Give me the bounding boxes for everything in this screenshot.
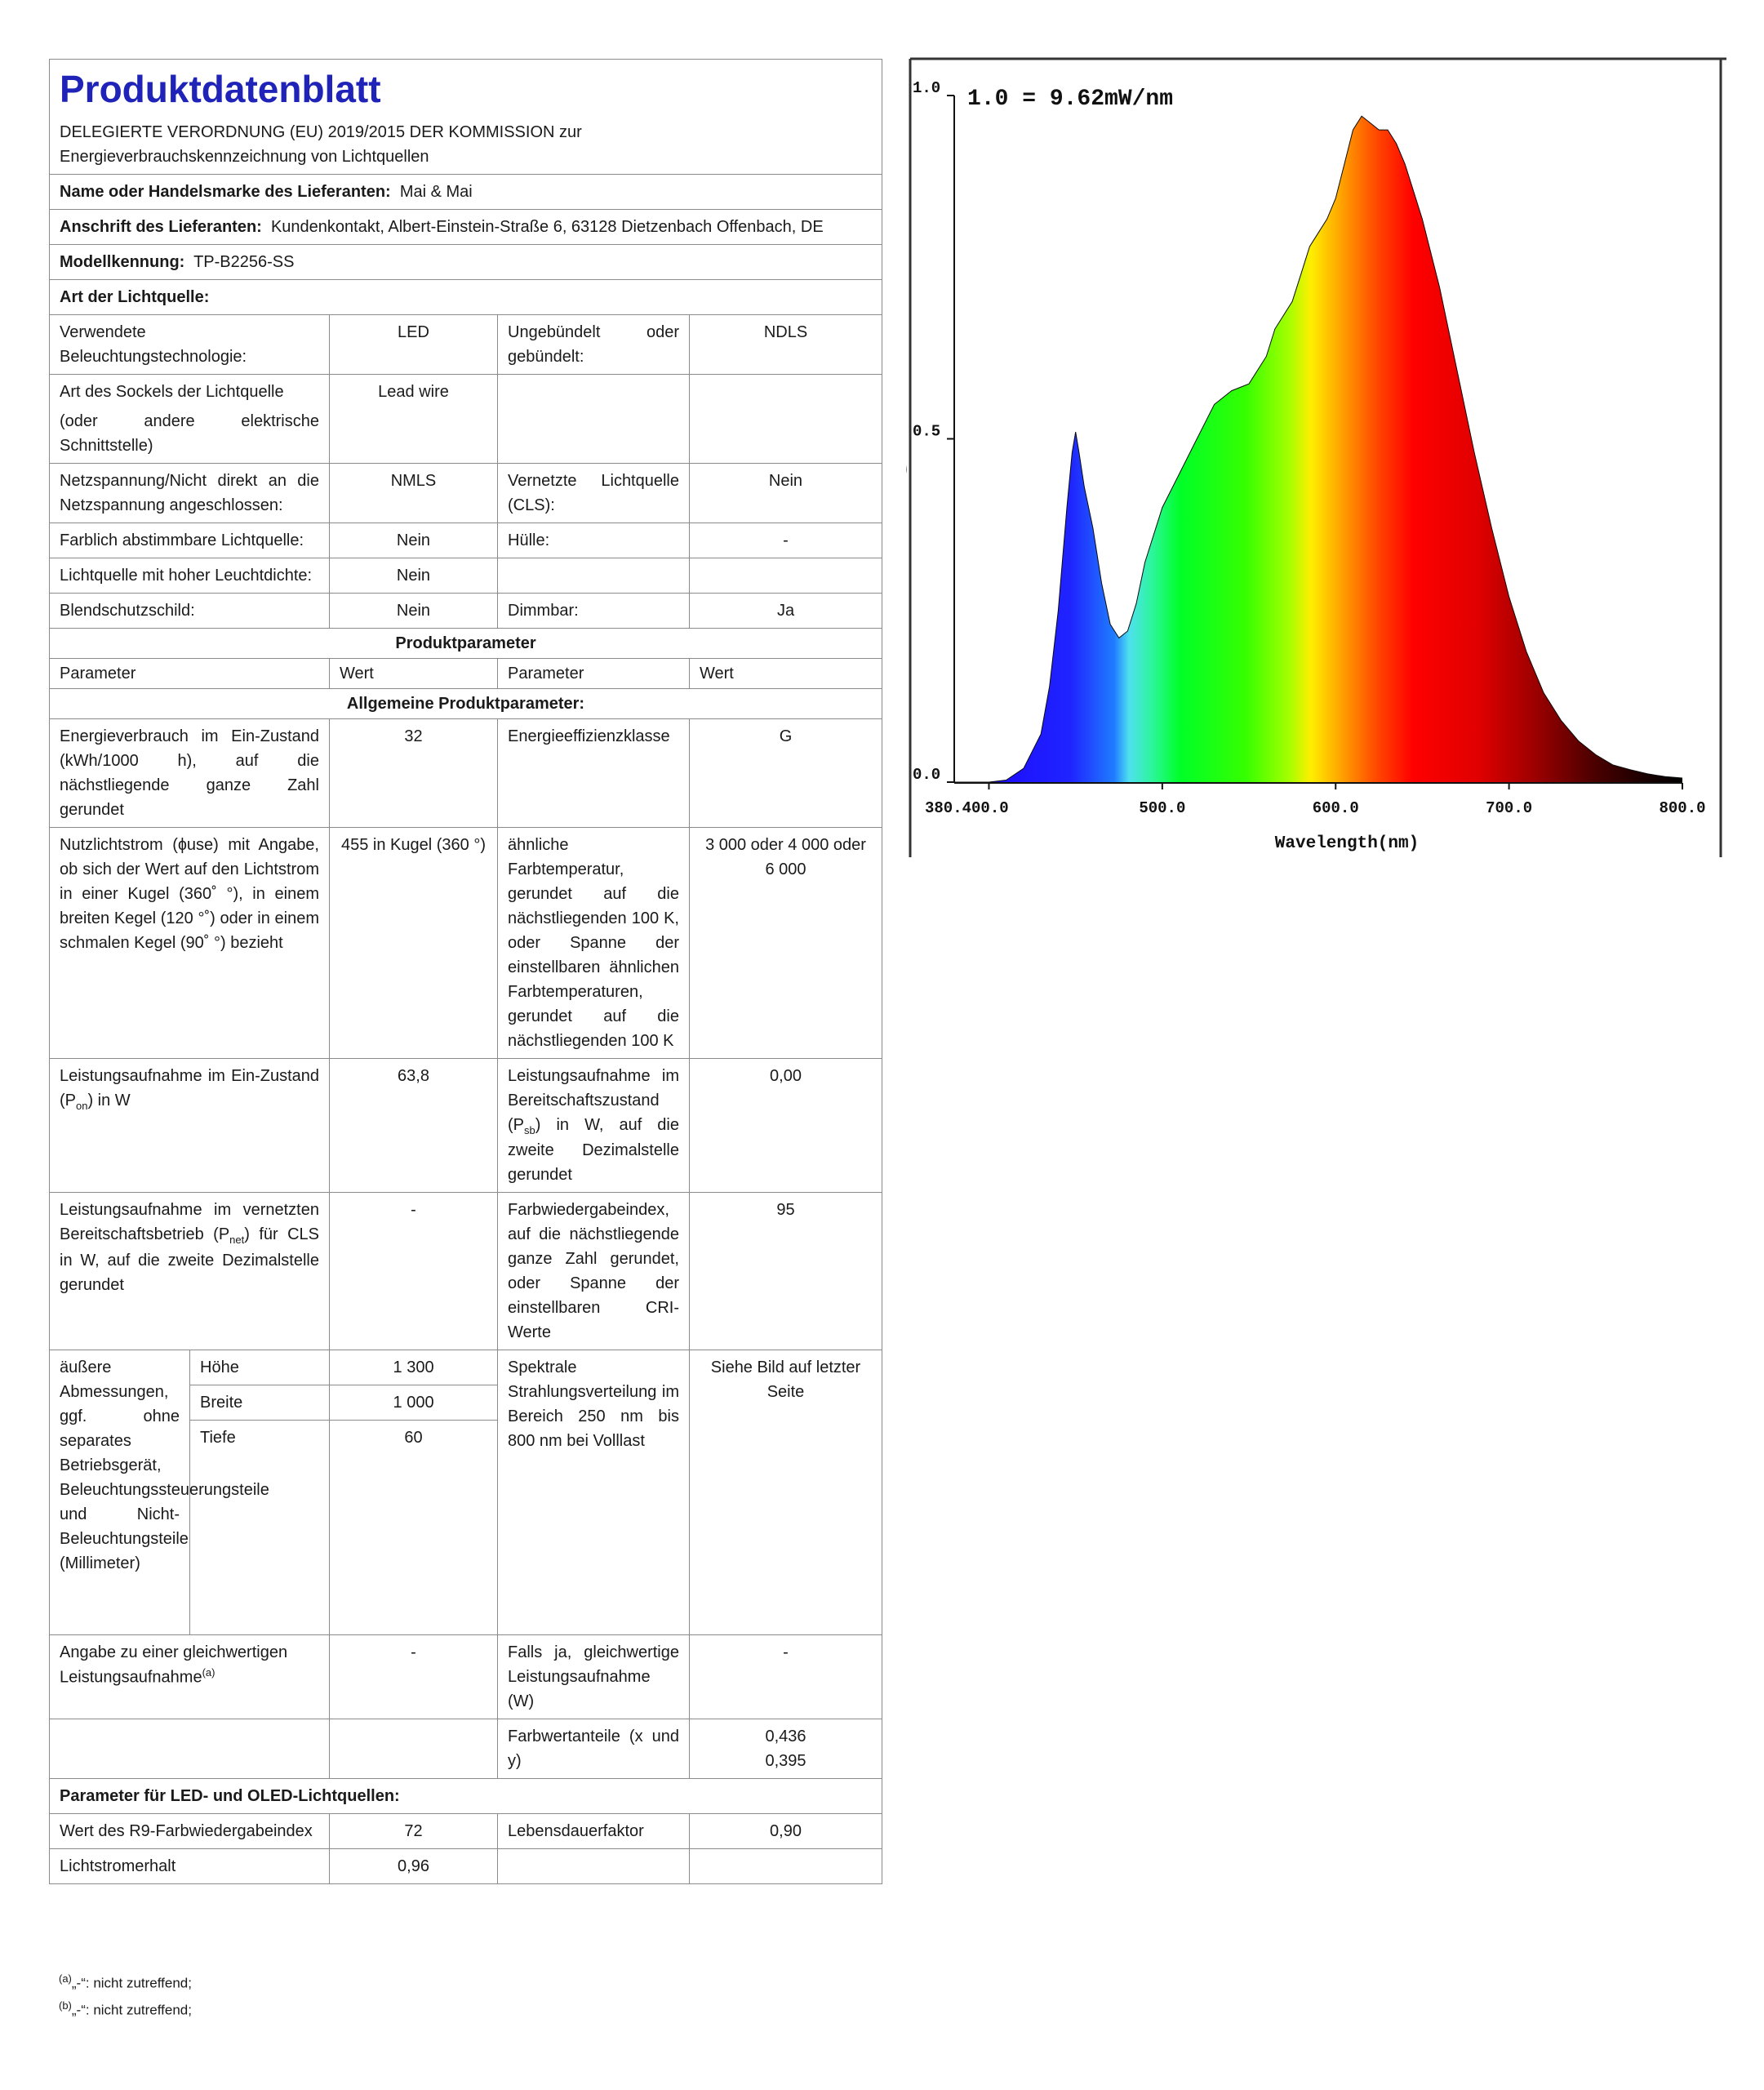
footnote-mark: (b) [59, 1999, 72, 2012]
efficiency-label: Energieeffizienzklasse [498, 718, 690, 827]
cct-value: 3 000 oder 4 000 oder 6 000 [690, 827, 882, 1058]
height-label: Höhe [190, 1350, 330, 1385]
supplier-name-value: Mai & Mai [399, 182, 473, 201]
supplier-address-label: Anschrift des Lieferanten: [60, 217, 262, 236]
hlq-label: Lichtquelle mit hoher Leuchtdichte: [50, 558, 330, 593]
connected-label: Vernetzte Lichtquelle (CLS): [498, 463, 690, 522]
chart-annotation: 1.0 = 9.62mW/nm [967, 87, 1174, 112]
footnotes [59, 1969, 192, 2023]
y-tick-label: 1.0 [913, 79, 941, 97]
col-header-value: Wert [330, 658, 498, 688]
page-title: Produktdatenblatt [60, 68, 381, 110]
envelope-value: - [690, 522, 882, 558]
hlq-value: Nein [330, 558, 498, 593]
psb-label-text: Leistungsaufnahme im Bereitschaftszustand (P [508, 1066, 679, 1134]
spectrum-chart-svg [906, 57, 1731, 857]
equiv-label [50, 1635, 330, 1719]
bundled-label: Ungebündelt oder gebündelt: [498, 314, 690, 374]
cri-label: Farbwiedergabeindex, auf die nächstliegende ganze Zahl gerundet, oder Spanne der einstellbaren CRI-Werte [498, 1193, 690, 1350]
col-header-value: Wert [690, 658, 882, 688]
dimmable-label: Dimmbar: [498, 593, 690, 628]
chroma-label: Farbwertanteile (x und y) [498, 1719, 690, 1779]
pnet-subscript: net [229, 1234, 245, 1246]
empty-cell [690, 374, 882, 463]
socket-label-line2: (oder andere elektrische Schnittstelle) [60, 411, 319, 455]
r9-value: 72 [330, 1814, 498, 1849]
pnet-label-suffix: ) für CLS in W, auf die zweite Dezimalstelle gerundet [60, 1225, 319, 1294]
x-axis-label: Wavelength(nm) [1274, 834, 1420, 853]
maintenance-value: 0,96 [330, 1849, 498, 1884]
shield-value: Nein [330, 593, 498, 628]
dimensions-label: äußere Abmessungen, ggf. ohne separates Betriebsgerät, Beleuchtungssteuerungsteile und Nicht-Beleuchtungsteile (Millimeter) [50, 1350, 190, 1635]
equiv-w-value: - [690, 1635, 882, 1719]
spd-label: Spektrale Strahlungsverteilung im Bereich 250 nm bis 800 nm bei Volllast [498, 1350, 690, 1635]
pon-label-suffix: ) in W [87, 1091, 131, 1109]
footnote-text: „-“: nicht zutreffend; [71, 1975, 192, 1991]
chroma-x-value: 0,436 [765, 1728, 806, 1745]
footnote-mark: (a) [59, 1972, 72, 1985]
socket-value: Lead wire [330, 374, 498, 463]
spd-value: Siehe Bild auf letzter Seite [690, 1350, 882, 1635]
footnote-a [59, 1969, 192, 1996]
product-params-heading: Produktparameter [50, 628, 882, 658]
flux-value: 455 in Kugel (360 °) [330, 827, 498, 1058]
energy-label: Energieverbrauch im Ein-Zustand (kWh/1000 h), auf die nächstliegende ganze Zahl gerundet [50, 718, 330, 827]
model-label: Modellkennung: [60, 252, 185, 271]
x-tick-label: 380.400.0 [925, 799, 1009, 817]
empty-cell [50, 1719, 330, 1779]
empty-cell [690, 558, 882, 593]
technology-label: Verwendete Beleuchtungstechnologie: [50, 314, 330, 374]
technology-value: LED [330, 314, 498, 374]
x-tick-label: 600.0 [1312, 799, 1359, 817]
socket-label [50, 374, 330, 463]
tunable-label: Farblich abstimmbare Lichtquelle: [50, 522, 330, 558]
mains-label: Netzspannung/Nicht direkt an die Netzspannung angeschlossen: [50, 463, 330, 522]
col-header-parameter: Parameter [498, 658, 690, 688]
lifetime-value: 0,90 [690, 1814, 882, 1849]
model-value: TP-B2256-SS [193, 252, 295, 271]
light-type-heading: Art der Lichtquelle: [50, 279, 882, 314]
empty-cell [330, 1719, 498, 1779]
pnet-label [50, 1193, 330, 1350]
mains-value: NMLS [330, 463, 498, 522]
psb-subscript: sb [524, 1123, 535, 1136]
envelope-label: Hülle: [498, 522, 690, 558]
equiv-value: - [330, 1635, 498, 1719]
pnet-value: - [330, 1193, 498, 1350]
pon-subscript: on [76, 1099, 88, 1112]
chroma-value [690, 1719, 882, 1779]
dimmable-value: Ja [690, 593, 882, 628]
product-datasheet-table [49, 59, 882, 1884]
y-tick-label: 0.5 [913, 422, 941, 441]
regulation-text: DELEGIERTE VERORDNUNG (EU) 2019/2015 DER KOMMISSION zur Energieverbrauchskennzeichnung von Lichtquellen [60, 122, 582, 166]
pon-value: 63,8 [330, 1058, 498, 1193]
empty-cell [498, 374, 690, 463]
footnote-text: „-“: nicht zutreffend; [71, 2002, 192, 2018]
supplier-name-label: Name oder Handelsmarke des Lieferanten: [60, 182, 391, 201]
psb-value: 0,00 [690, 1058, 882, 1193]
empty-cell [498, 558, 690, 593]
energy-value: 32 [330, 718, 498, 827]
efficiency-value: G [690, 718, 882, 827]
shield-label: Blendschutzschild: [50, 593, 330, 628]
maintenance-label: Lichtstromerhalt [50, 1849, 330, 1884]
equiv-footnote-mark: (a) [202, 1666, 216, 1679]
tunable-value: Nein [330, 522, 498, 558]
pon-label-text: Leistungsaufnahme im Ein-Zustand (P [60, 1066, 319, 1109]
x-tick-label: 800.0 [1659, 799, 1706, 817]
spectrum-chart [906, 57, 1731, 857]
psb-label-suffix: ) in W, auf die zweite Dezimalstelle gerundet [508, 1115, 679, 1184]
psb-label [498, 1058, 690, 1193]
col-header-parameter: Parameter [50, 658, 330, 688]
flux-label: Nutzlichtstrom (ɸuse) mit Angabe, ob sich der Wert auf den Lichtstrom in einer Kugel (360˚ °), in einem breiten Kegel (120 °˚) oder in einem schmalen Kegel (90˚ °) bezieht [50, 827, 330, 1058]
width-value: 1 000 [330, 1385, 497, 1421]
equiv-label-text: Angabe zu einer gleichwertigen Leistungsaufnahme [60, 1643, 288, 1687]
y-tick-label: 0.0 [913, 766, 941, 784]
chroma-y-value: 0,395 [765, 1752, 806, 1770]
r9-label: Wert des R9-Farbwiedergabeindex [50, 1814, 330, 1849]
depth-label: Tiefe [190, 1421, 330, 1635]
depth-value: 60 [330, 1421, 497, 1635]
equiv-w-label: Falls ja, gleichwertige Leistungsaufnahme (W) [498, 1635, 690, 1719]
cri-value: 95 [690, 1193, 882, 1350]
spectrum-area [954, 116, 1682, 782]
supplier-address-value: Kundenkontakt, Albert-Einstein-Straße 6, 63128 Dietzenbach Offenbach, DE [270, 217, 824, 236]
width-label: Breite [190, 1385, 330, 1421]
empty-cell [498, 1849, 690, 1884]
cct-label: ähnliche Farbtemperatur, gerundet auf die nächstliegenden 100 K, oder Spanne der einstellbaren ähnlichen Farbtemperaturen, gerundet auf die nächstliegenden 100 K [498, 827, 690, 1058]
x-tick-label: 700.0 [1486, 799, 1533, 817]
led-params-heading: Parameter für LED- und OLED-Lichtquellen: [50, 1779, 882, 1814]
pnet-label-text: Leistungsaufnahme im vernetzten Bereitschaftsbetrieb (P [60, 1201, 319, 1243]
bundled-value: NDLS [690, 314, 882, 374]
x-tick-label: 500.0 [1139, 799, 1186, 817]
socket-label-line1: Art des Sockels der Lichtquelle [60, 382, 284, 401]
height-value: 1 300 [330, 1350, 497, 1385]
empty-cell [690, 1849, 882, 1884]
footnote-b [59, 1996, 192, 2023]
general-params-heading: Allgemeine Produktparameter: [50, 688, 882, 718]
pon-label [50, 1058, 330, 1193]
lifetime-label: Lebensdauerfaktor [498, 1814, 690, 1849]
connected-value: Nein [690, 463, 882, 522]
